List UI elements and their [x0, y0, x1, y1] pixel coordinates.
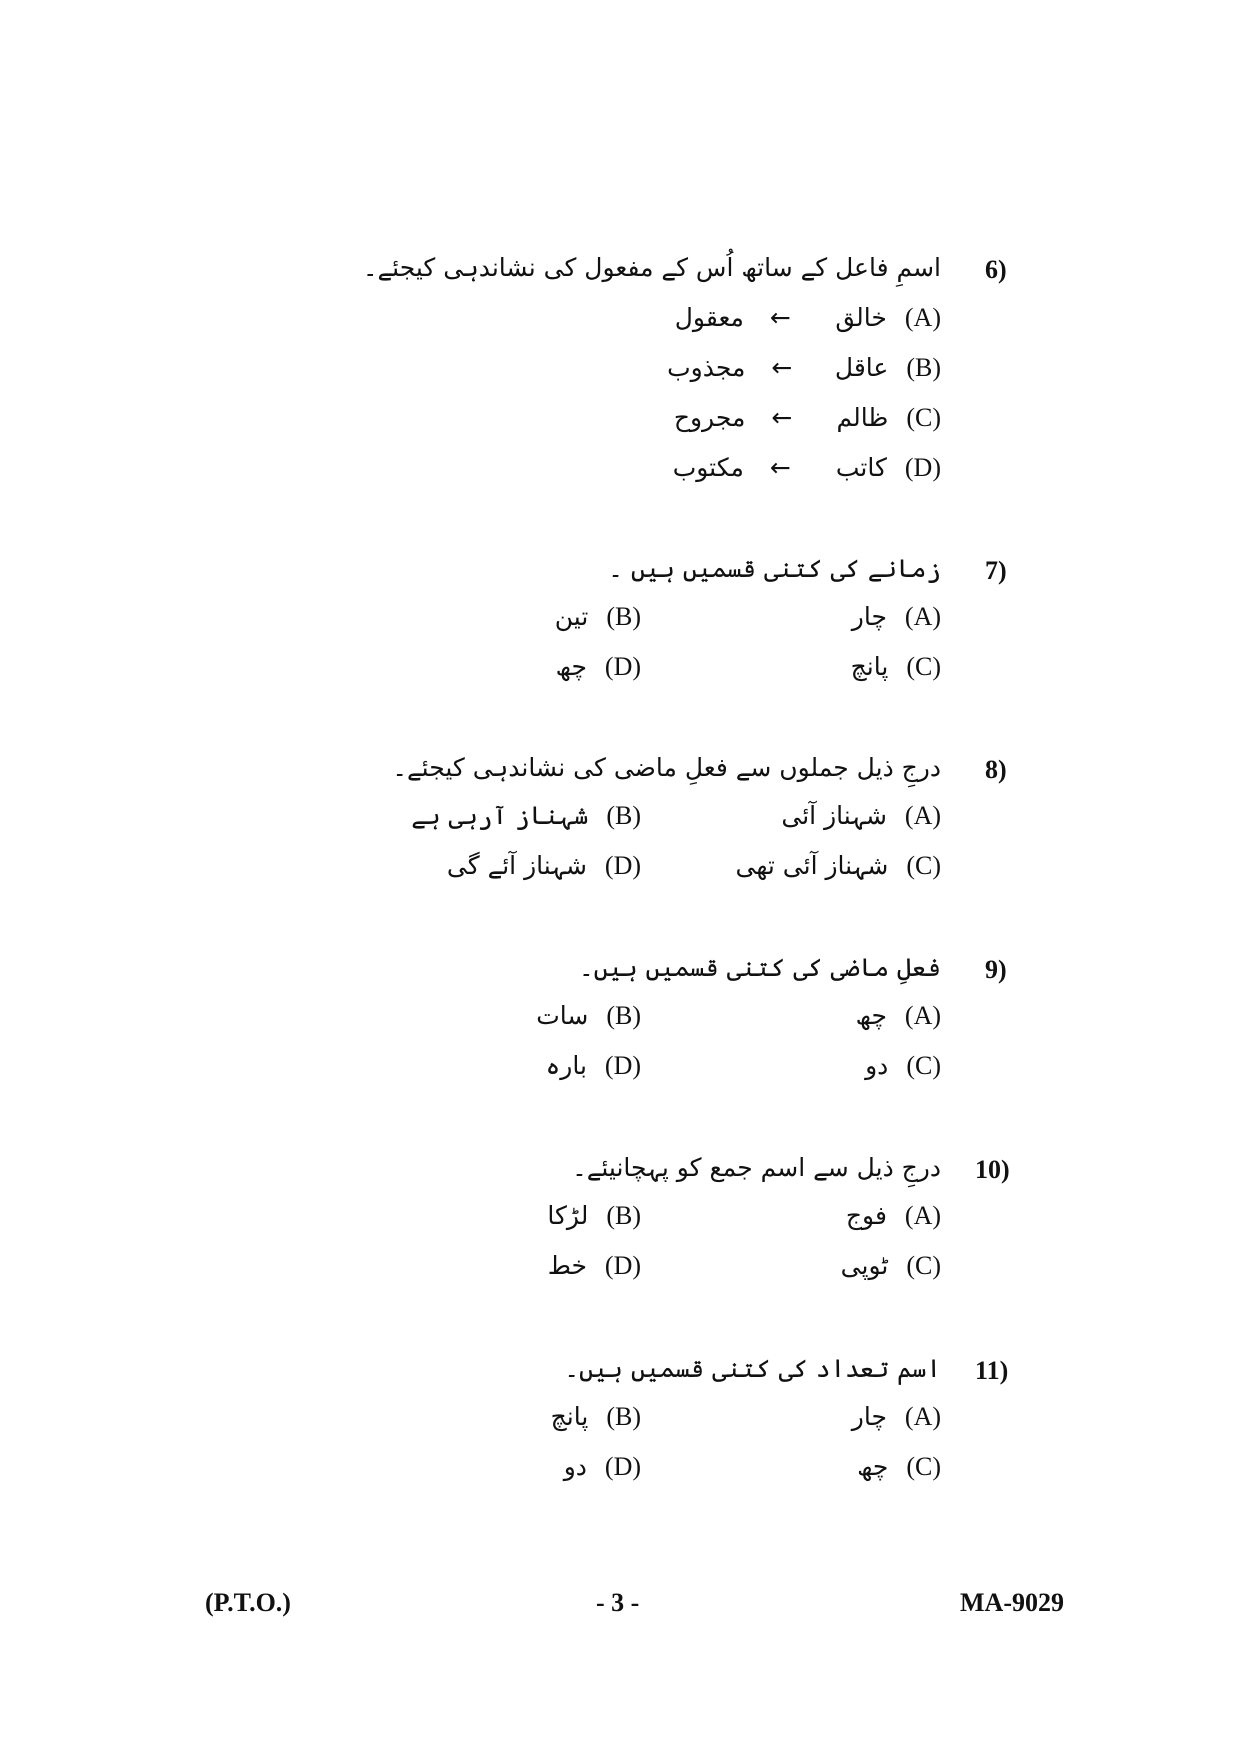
option-b [536, 1001, 641, 1031]
option-word: مجروح [673, 403, 746, 432]
option-text: شہناز آئی [781, 801, 887, 830]
option-a [856, 1001, 941, 1031]
option-text: تین [554, 602, 589, 631]
option-text: پانچ [850, 652, 889, 681]
option-text: پانچ [550, 1402, 589, 1431]
option-text: چار [851, 602, 887, 631]
option-c [736, 851, 941, 881]
option-word: عاقل [834, 353, 889, 382]
option-d [548, 1251, 641, 1281]
option-b [555, 602, 641, 632]
option-letter: (C) [906, 851, 941, 880]
option-letter: (A) [904, 801, 941, 830]
option-letter: (A) [904, 1001, 941, 1030]
option-text: ٹوپی [840, 1251, 889, 1280]
option-letter: (A) [904, 602, 941, 631]
option-c [865, 1051, 941, 1081]
option-text: شہناز آرہی ہے [411, 801, 589, 830]
option-b [551, 1402, 641, 1432]
arrow-icon: ← [771, 353, 793, 382]
option-text: چار [851, 1402, 887, 1431]
option-word: مکتوب [672, 453, 744, 482]
option-text: لڑکا [547, 1201, 589, 1230]
question-number: 8) [985, 755, 1007, 784]
option-a [852, 1402, 941, 1432]
question-number: 10) [975, 1155, 1010, 1184]
option-text: چھ [857, 1452, 889, 1481]
option-c [857, 1452, 941, 1482]
option-c [841, 1251, 941, 1281]
option-a [852, 602, 941, 632]
option-text: سات [536, 1001, 589, 1030]
option-letter: (B) [606, 1001, 641, 1030]
option-text: چھ [555, 652, 587, 681]
option-letter: (B) [606, 801, 641, 830]
arrow-icon: ← [769, 303, 791, 332]
option-letter: (B) [606, 1201, 641, 1230]
option-letter: (B) [906, 353, 941, 382]
option-letter: (C) [906, 403, 941, 432]
option-word: معقول [674, 303, 744, 332]
question-number: 9) [985, 955, 1007, 984]
question-stem: اسمِ فاعل کے ساتھ اُس کے مفعول کی نشاندہی کیجئے۔ [362, 253, 941, 282]
option-d [546, 1051, 641, 1081]
arrow-icon: ← [769, 453, 791, 482]
option-word: مجذوب [667, 353, 746, 382]
option-b [411, 801, 641, 831]
question-number: 6) [985, 255, 1007, 284]
option-b [547, 1201, 641, 1231]
option-c [851, 652, 941, 682]
option-d [673, 453, 941, 483]
option-text: شہناز آئی تھی [735, 851, 889, 880]
option-c [674, 403, 941, 433]
option-letter: (D) [604, 1251, 641, 1280]
option-letter: (C) [906, 1251, 941, 1280]
option-text: خط [547, 1251, 587, 1280]
option-d [447, 851, 641, 881]
question-stem: زمانے کی کتنی قسمیں ہیں ۔ [608, 554, 941, 583]
option-a [781, 801, 941, 831]
option-b [667, 353, 941, 383]
option-text: فوج [845, 1201, 887, 1230]
option-letter: (D) [604, 1452, 641, 1481]
option-d [564, 1452, 641, 1482]
question-stem: درجِ ذیل جملوں سے فعلِ ماضی کی نشاندہی کیجئے۔ [392, 753, 941, 782]
option-letter: (A) [904, 303, 941, 332]
question-number: 11) [975, 1356, 1009, 1385]
question-number: 7) [985, 556, 1007, 585]
option-letter: (C) [906, 1051, 941, 1080]
option-d [556, 652, 641, 682]
option-word: کاتب [835, 453, 887, 482]
page-number: - 3 - [596, 1588, 640, 1617]
option-text: دو [865, 1051, 889, 1080]
option-word: ظالم [836, 403, 889, 432]
option-letter: (D) [904, 453, 941, 482]
option-letter: (A) [904, 1201, 941, 1230]
option-letter: (C) [906, 1452, 941, 1481]
option-letter: (B) [606, 1402, 641, 1431]
option-letter: (A) [904, 1402, 941, 1431]
question-stem: درجِ ذیل سے اسم جمع کو پہچانیئے۔ [572, 1153, 941, 1182]
option-a [846, 1201, 941, 1231]
option-text: چھ [855, 1001, 887, 1030]
question-stem: اسم تعداد کی کتنی قسمیں ہیں۔ [564, 1354, 941, 1383]
option-letter: (C) [906, 652, 941, 681]
option-letter: (D) [604, 851, 641, 880]
paper-code: MA-9029 [960, 1588, 1064, 1617]
option-text: شہناز آئے گی [446, 851, 587, 880]
option-letter: (B) [606, 602, 641, 631]
option-a [675, 303, 941, 333]
footer-pto: (P.T.O.) [205, 1588, 291, 1617]
option-letter: (D) [604, 652, 641, 681]
option-letter: (D) [604, 1051, 641, 1080]
option-text: بارہ [545, 1051, 587, 1080]
question-stem: فعلِ ماضی کی کتنی قسمیں ہیں۔ [579, 953, 941, 982]
arrow-icon: ← [771, 403, 793, 432]
option-text: دو [563, 1452, 587, 1481]
option-word: خالق [835, 303, 887, 332]
